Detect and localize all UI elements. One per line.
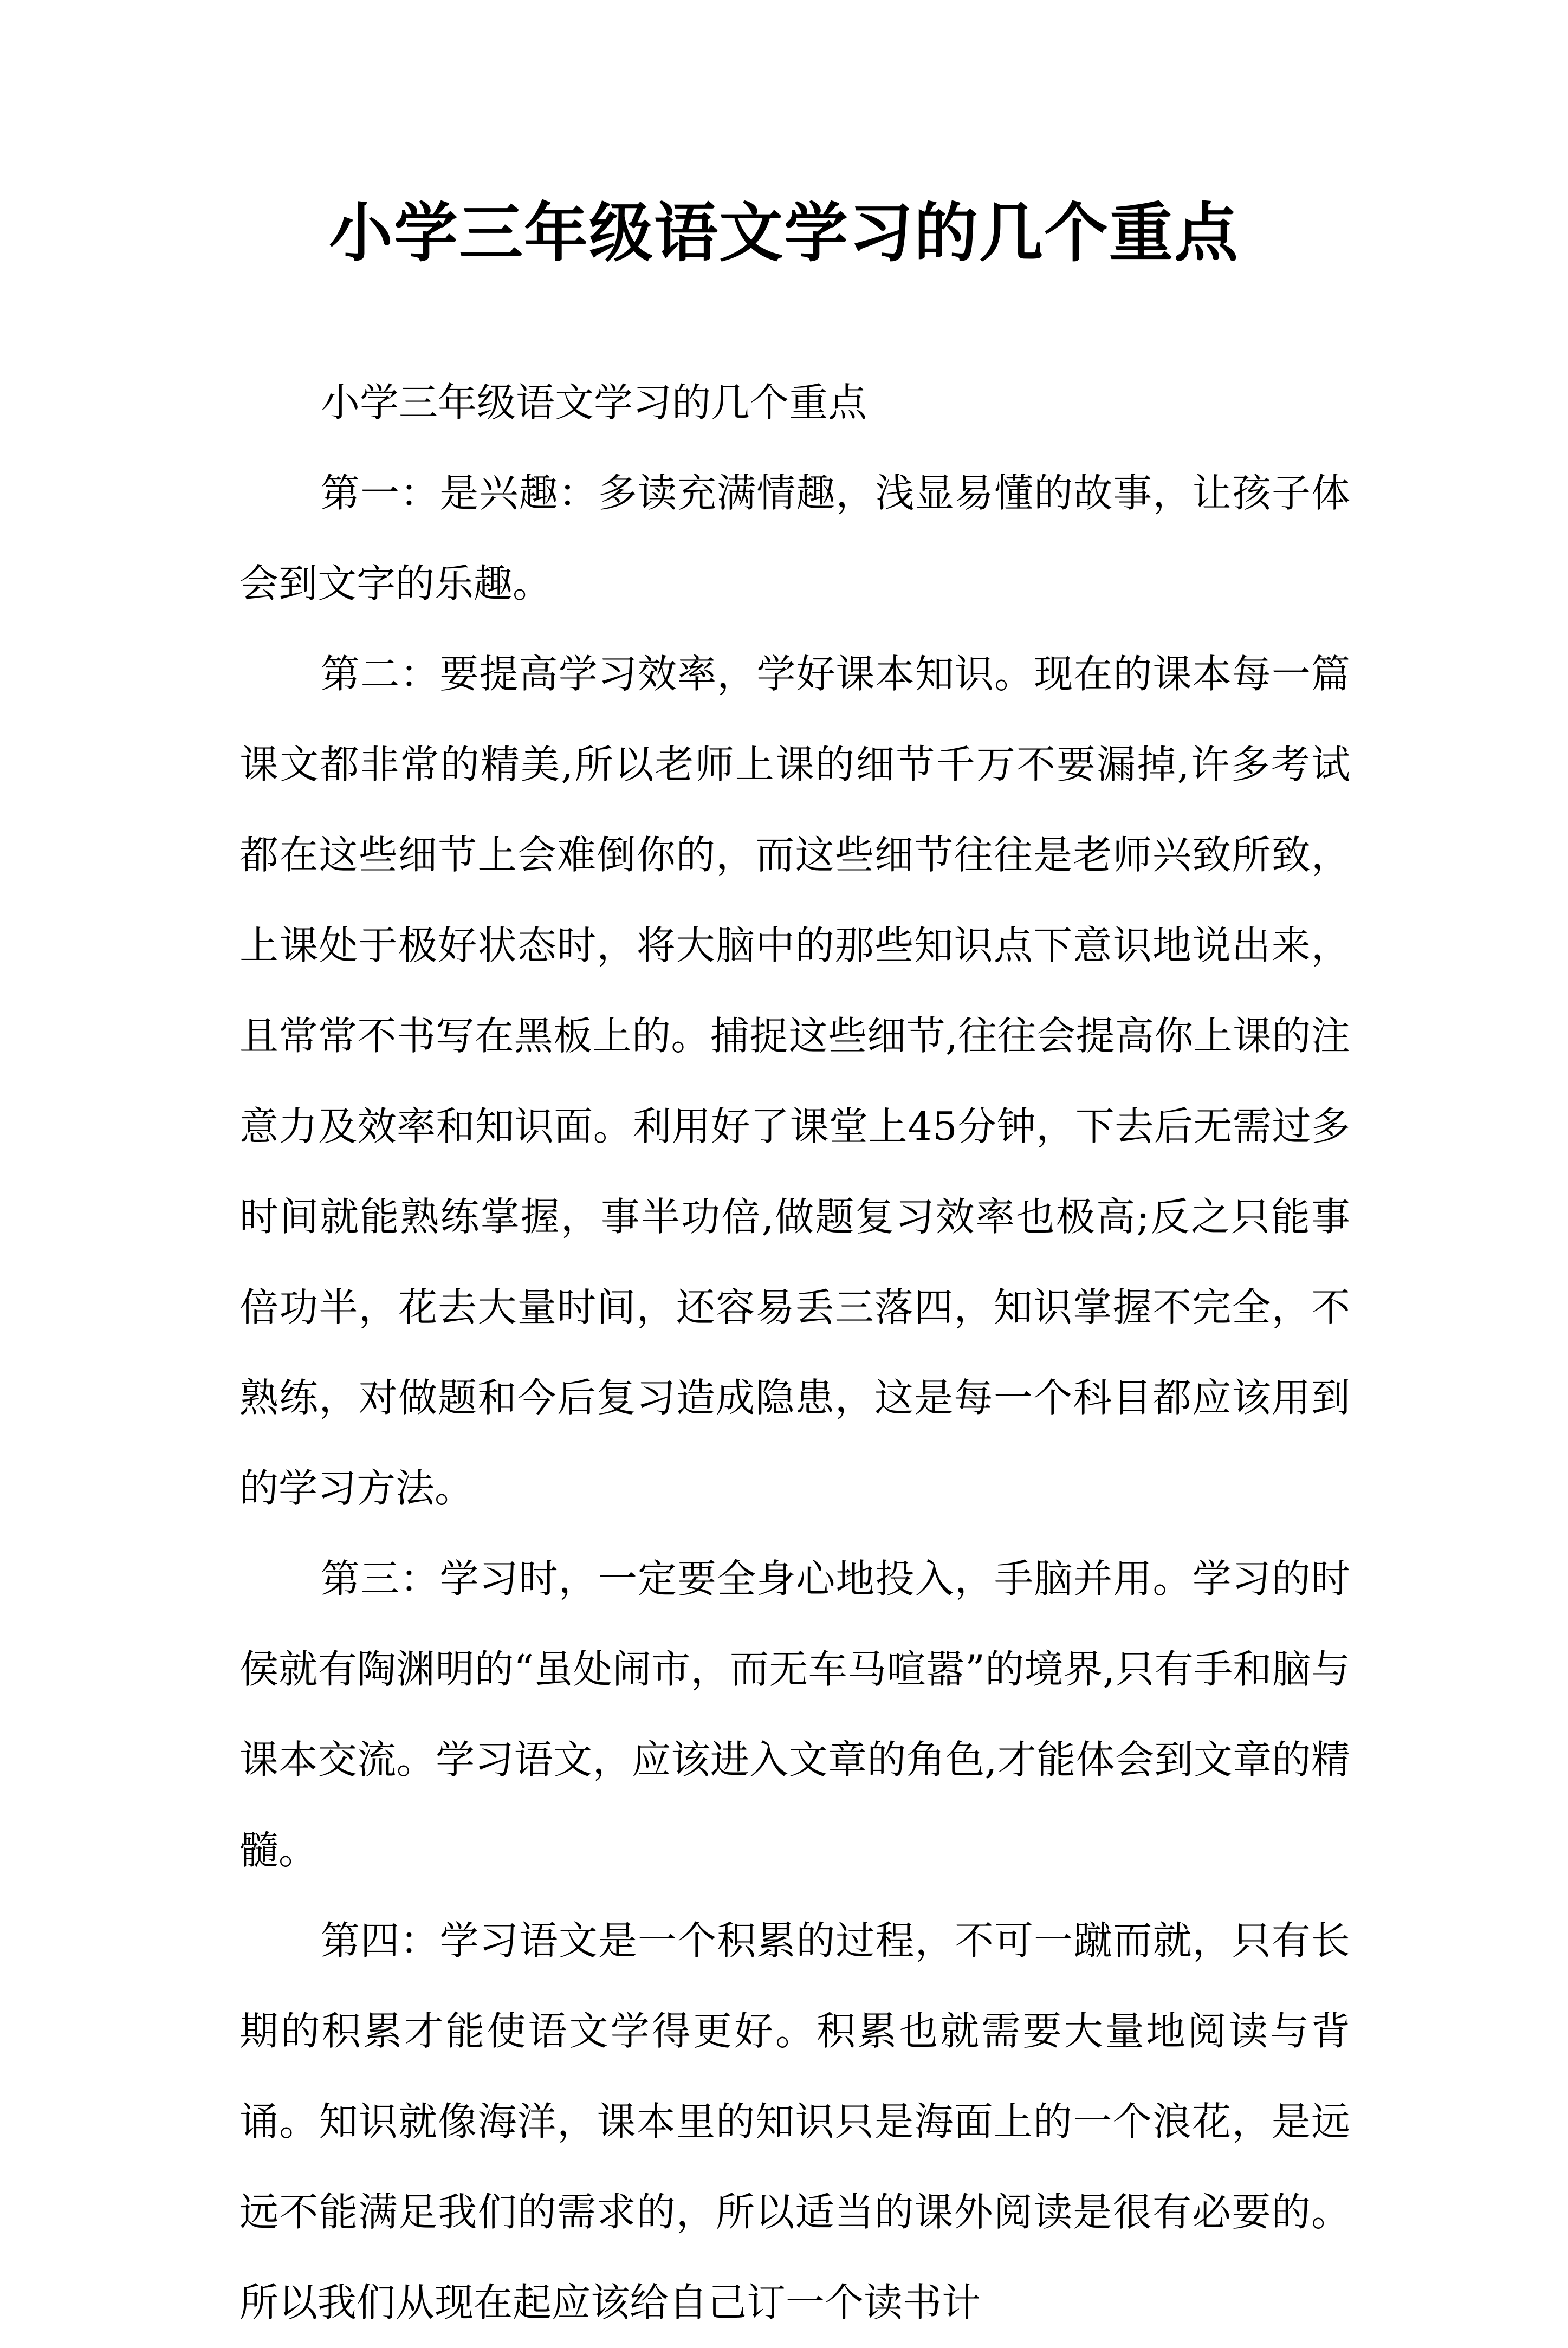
document-body (239, 358, 1350, 2348)
paragraph-point-two: 第二：要提高学习效率，学好课本知识。现在的课本每一篇课文都非常的精美,所以老师上课的细节千万不要漏掉,许多考试都在这些细节上会难倒你的，而这些细节往往是老师兴致所致，上课处于极好状态时，将大脑中的那些知识点下意识地说出来，且常常不书写在黑板上的。捕捉这些细节,往往会提高你上课的注意力及效率和知识面。利用好了课堂上45分钟，下去后无需过多时间就能熟练掌握，事半功倍,做题复习效率也极高;反之只能事倍功半，花去大量时间，还容易丢三落四，知识掌握不完全，不熟练，对做题和今后复习造成隐患，这是每一个科目都应该用到的学习方法。 (239, 651, 1350, 1511)
paragraph-point-four: 第四：学习语文是一个积累的过程，不可一蹴而就，只有长期的积累才能使语文学得更好。积累也就需要大量地阅读与背诵。知识就像海洋，课本里的知识只是海面上的一个浪花，是远远不能满足我们的需求的，所以适当的课外阅读是很有必要的。所以我们从现在起应该给自己订一个读书计 (239, 1918, 1350, 2325)
paragraph-point-one: 第一：是兴趣：多读充满情趣，浅显易懂的故事，让孩子体会到文字的乐趣。 (239, 470, 1350, 606)
paragraph-heading: 小学三年级语文学习的几个重点 (321, 380, 867, 425)
paragraph-point-three: 第三：学习时，一定要全身心地投入，手脑并用。学习的时侯就有陶渊明的“虽处闹市，而无车马喧嚣”的境界,只有手和脑与课本交流。学习语文，应该进入文章的角色,才能体会到文章的精髓。 (239, 1556, 1350, 1873)
document-title: 小学三年级语文学习的几个重点 (328, 195, 1239, 270)
